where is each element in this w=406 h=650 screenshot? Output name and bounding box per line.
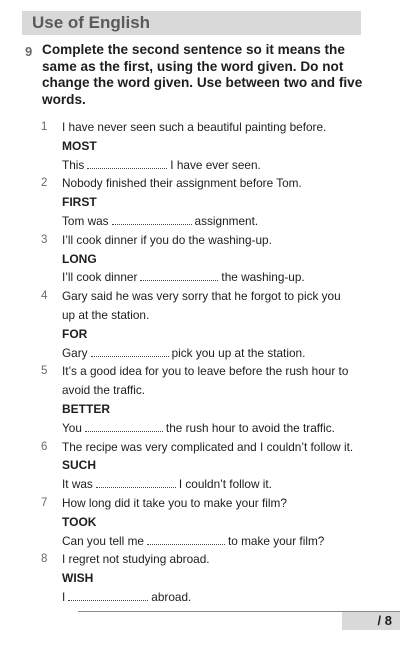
exercise-instruction: Complete the second sentence so it means the same as the first, using the word given. Do not change the word given. Use between two and five words.	[42, 42, 363, 107]
exercise-item	[0, 494, 406, 550]
item-list	[0, 118, 406, 607]
item-key-line	[0, 456, 406, 475]
exercise-item	[0, 362, 406, 437]
item-answer-line	[0, 532, 406, 551]
answer-blank[interactable]	[147, 534, 225, 545]
item-sentence-line	[0, 362, 406, 381]
exercise-item	[0, 118, 406, 174]
item-key-line	[0, 193, 406, 212]
item-sentence-text: I have never seen such a beautiful painting before.	[62, 120, 327, 134]
item-sentence-line	[0, 306, 406, 325]
answer-blank[interactable]	[68, 590, 148, 601]
answer-blank[interactable]	[91, 346, 169, 357]
item-sentence-line	[0, 118, 406, 137]
key-word: TOOK	[62, 514, 97, 529]
item-answer-line	[0, 156, 406, 175]
item-sentence-line	[0, 174, 406, 193]
item-number: 2	[41, 177, 48, 190]
answer-blank[interactable]	[85, 421, 163, 432]
item-sentence-text: I’ll cook dinner if you do the washing-up.	[62, 232, 272, 247]
answer-blank[interactable]	[140, 270, 218, 281]
answer-blank[interactable]	[112, 214, 192, 225]
item-sentence-text: It’s a good idea for you to leave before the rush hour to	[62, 364, 349, 379]
key-word: BETTER	[62, 401, 110, 416]
item-number: 5	[41, 365, 48, 378]
item-sentence-text: avoid the traffic.	[62, 383, 146, 398]
item-answer-line	[0, 588, 406, 607]
key-word: WISH	[62, 571, 94, 586]
answer-prefix: You	[62, 420, 82, 435]
answer-prefix: This	[62, 157, 85, 172]
answer-blank[interactable]	[96, 477, 176, 488]
item-sentence-text: Gary said he was very sorry that he forgot to pick you	[62, 289, 341, 304]
item-sentence-text: The recipe was very complicated and I couldn’t follow it.	[62, 439, 354, 454]
item-key-line	[0, 137, 406, 156]
key-word: FIRST	[62, 195, 97, 210]
item-answer-line	[0, 212, 406, 231]
key-word: MOST	[62, 138, 97, 153]
exercise-item	[0, 287, 406, 362]
item-answer-line	[0, 475, 406, 494]
answer-suffix: the washing-up.	[221, 270, 305, 285]
exercise-item	[0, 550, 406, 606]
answer-suffix: abroad.	[151, 589, 192, 604]
item-number: 8	[41, 553, 48, 566]
item-sentence-line	[0, 381, 406, 400]
answer-prefix: I	[62, 589, 66, 604]
item-sentence-text: How long did it take you to make your film?	[62, 495, 287, 510]
item-sentence-text: Nobody finished their assignment before Tom.	[62, 176, 302, 191]
item-key-line	[0, 513, 406, 532]
answer-prefix: I’ll cook dinner	[62, 270, 138, 285]
answer-prefix: Can you tell me	[62, 533, 144, 548]
item-key-line	[0, 325, 406, 344]
item-answer-line	[0, 344, 406, 363]
item-sentence-line	[0, 438, 406, 457]
answer-prefix: Tom was	[62, 213, 109, 228]
key-word: SUCH	[62, 458, 97, 473]
exercise-item	[0, 231, 406, 287]
exercise-item	[0, 438, 406, 494]
answer-suffix: pick you up at the station.	[171, 345, 306, 360]
answer-suffix: I have ever seen.	[170, 157, 261, 172]
item-sentence-line	[0, 231, 406, 250]
section-header	[22, 11, 361, 35]
item-sentence-line	[0, 494, 406, 513]
item-number: 7	[41, 496, 48, 509]
exercise-item	[0, 174, 406, 230]
item-number: 1	[41, 121, 48, 133]
score-total: / 8	[377, 613, 392, 628]
item-sentence-line	[0, 287, 406, 306]
item-sentence-text: up at the station.	[62, 307, 150, 322]
key-word: FOR	[62, 326, 88, 341]
score-box	[342, 612, 400, 630]
key-word: LONG	[62, 251, 97, 266]
item-number: 3	[41, 233, 48, 246]
item-key-line	[0, 250, 406, 269]
item-number: 6	[41, 440, 48, 453]
item-key-line	[0, 400, 406, 419]
item-number: 4	[41, 290, 48, 303]
answer-blank[interactable]	[87, 158, 167, 169]
section-title: Use of English	[32, 13, 151, 32]
item-key-line	[0, 569, 406, 588]
exercise-number: 9	[25, 44, 33, 59]
item-answer-line	[0, 419, 406, 438]
answer-suffix: assignment.	[194, 213, 259, 228]
answer-suffix: to make your film?	[227, 533, 325, 548]
answer-prefix: It was	[62, 477, 93, 492]
answer-prefix: Gary	[62, 345, 88, 360]
item-answer-line	[0, 268, 406, 287]
answer-suffix: I couldn’t follow it.	[178, 477, 272, 492]
item-sentence-line	[0, 550, 406, 569]
answer-suffix: the rush hour to avoid the traffic.	[165, 420, 335, 435]
item-sentence-text: I regret not studying abroad.	[62, 552, 210, 567]
